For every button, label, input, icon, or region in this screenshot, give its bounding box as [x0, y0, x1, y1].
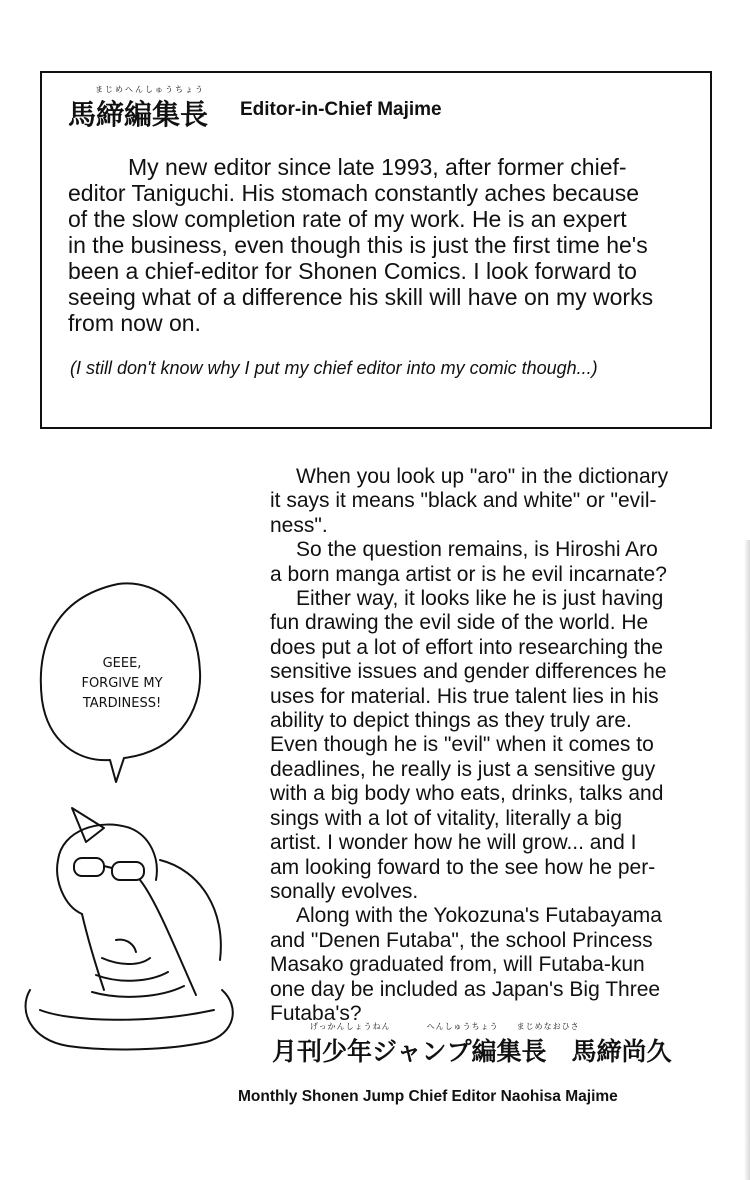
character-drawing — [26, 808, 233, 1049]
intro-line: from now on. — [68, 310, 201, 336]
intro-line: been a chief-editor for Shonen Comics. I look forward to — [68, 258, 637, 284]
page-edge-shadow — [744, 540, 750, 1180]
column-line: deadlines, he really is just a sensitive guy — [270, 757, 656, 781]
column-line: it says it means "black and white" or "evil- — [270, 489, 657, 513]
column-line: fun drawing the evil side of the world. He — [270, 611, 649, 635]
bubble-line: FORGIVE MY — [81, 676, 163, 691]
column-line: Futaba's? — [270, 1001, 362, 1025]
column-line: am looking foward to the see how he per- — [270, 855, 656, 879]
column-line: with a big body who eats, drinks, talks and — [270, 782, 664, 806]
signature-kanji: 月刊少年ジャンプ編集長 馬締尚久 — [272, 1037, 672, 1066]
intro-line: My new editor since late 1993, after former chief- — [128, 154, 627, 180]
bubble-line: TARDINESS! — [82, 696, 162, 711]
intro-line: seeing what of a difference his skill will have on my works — [68, 284, 654, 310]
bubble-line: GEEE, — [102, 656, 142, 671]
column-line: uses for material. His true talent lies in his — [270, 684, 659, 708]
signature-english: Monthly Shonen Jump Chief Editor Naohisa Majime — [238, 1088, 618, 1105]
column-line: Either way, it looks like he is just having — [296, 587, 664, 611]
intro-line: in the business, even though this is just the first time he's — [68, 232, 648, 258]
title-furigana: まじめへんしゅうちょう — [95, 85, 205, 94]
aside-note: (I still don't know why I put my chief editor into my comic though...) — [70, 358, 598, 378]
column-line: Along with the Yokozuna's Futabayama — [296, 904, 662, 928]
column-line: sonally evolves. — [270, 879, 419, 903]
column-line: artist. I wonder how he will grow... and I — [270, 831, 637, 855]
kanji-title: 馬締編集長 — [68, 98, 209, 131]
column-line: So the question remains, is Hiroshi Aro — [296, 538, 658, 562]
column-line: ness". — [270, 513, 328, 537]
english-title: Editor-in-Chief Majime — [240, 99, 442, 120]
intro-line: of the slow completion rate of my work. He is an expert — [68, 206, 627, 232]
column-line: one day be included as Japan's Big Three — [270, 977, 661, 1001]
column-line: Even though he is "evil" when it comes to — [270, 733, 654, 757]
column-line: Masako graduated from, will Futaba-kun — [270, 953, 645, 977]
column-line: ability to depict things as they truly are. — [270, 709, 632, 733]
signature-furigana: げっかんしょうねん へんしゅうちょう まじめなおひさ — [310, 1022, 580, 1031]
intro-line: editor Taniguchi. His stomach constantly aches because — [68, 180, 640, 206]
column-line: When you look up "aro" in the dictionary — [296, 465, 669, 488]
speech-bubble-text — [60, 654, 184, 714]
column-line: sensitive issues and gender differences he — [270, 660, 667, 684]
column-line: and "Denen Futaba", the school Princess — [270, 928, 653, 952]
column-line: does put a lot of effort into researching the — [270, 635, 664, 659]
column-line: sings with a lot of vitality, literally a big — [270, 806, 623, 830]
column-line: a born manga artist or is he evil incarnate? — [270, 562, 667, 586]
